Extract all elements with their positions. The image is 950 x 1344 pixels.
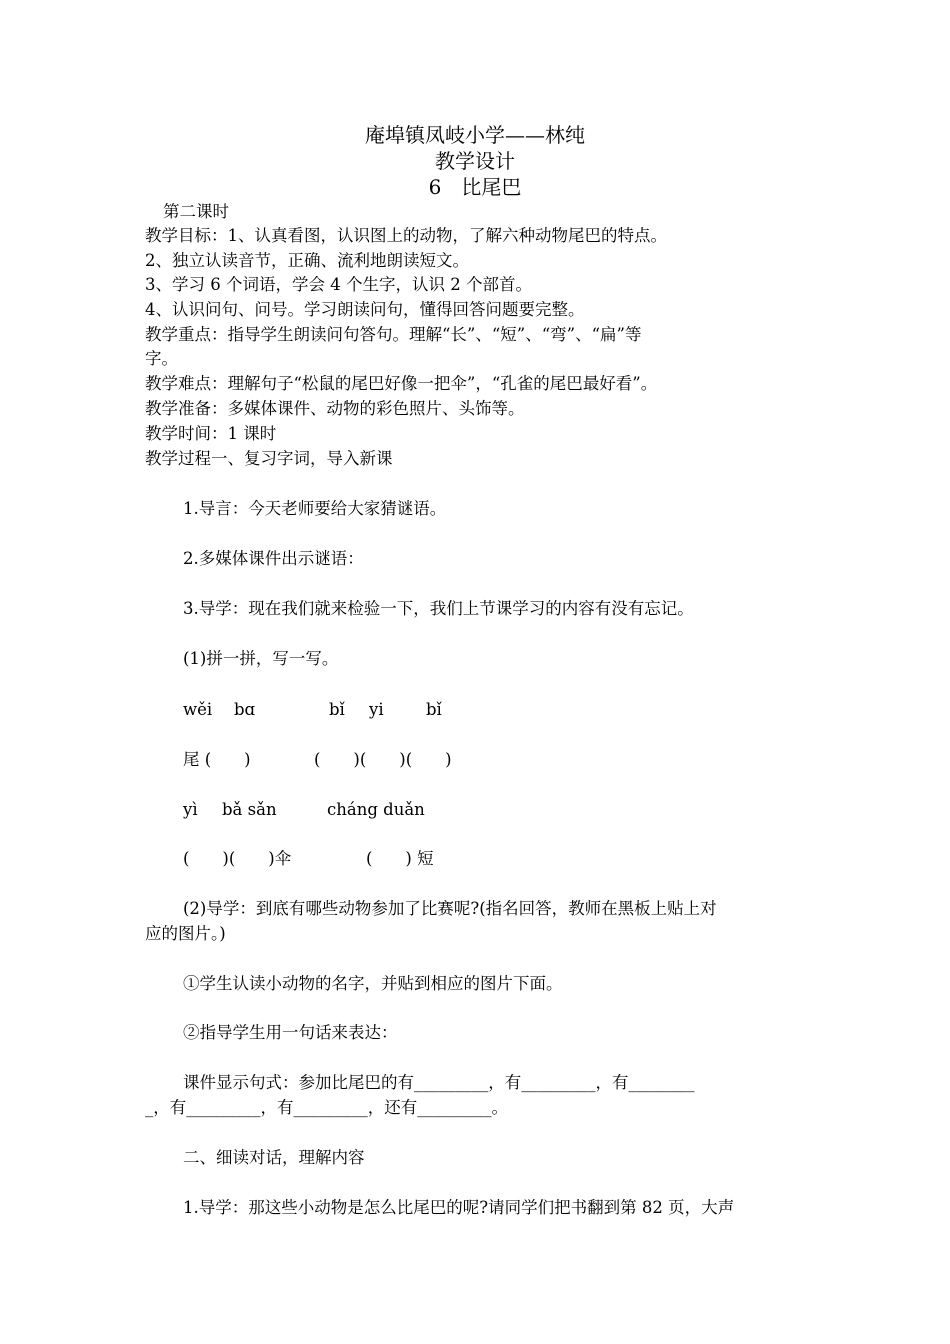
step-3-sub-1: (1)拼一拼，写一写。 bbox=[183, 649, 339, 668]
pinyin-chang-duan: cháng duǎn bbox=[327, 800, 425, 819]
pinyin-bi-1: bǐ bbox=[329, 700, 345, 719]
step-3: 3.导学：现在我们就来检验一下，我们上节课学习的内容有没有忘记。 bbox=[183, 599, 694, 618]
guide-item-1: ①学生认读小动物的名字，并贴到相应的图片下面。 bbox=[183, 974, 563, 993]
teaching-goal-3: 3、学习 6 个词语，学会 4 个生字，认识 2 个部首。 bbox=[145, 275, 532, 294]
lesson-title: 6 比尾巴 bbox=[428, 175, 522, 199]
sentence-pattern: 课件显示句式：参加比尾巴的有_________，有_________，有________ bbox=[183, 1073, 695, 1092]
pinyin-yi: yi bbox=[369, 700, 384, 719]
step-2: 2.多媒体课件出示谜语： bbox=[183, 549, 364, 568]
guide-question-2-cont: 应的图片。) bbox=[145, 924, 226, 943]
teaching-goal-1: 教学目标：1、认真看图，认识图上的动物，了解六种动物尾巴的特点。 bbox=[145, 226, 667, 245]
guide-question-2: (2)导学：到底有哪些动物参加了比赛呢?(指名回答，教师在黑板上贴上对 bbox=[183, 899, 717, 918]
teaching-time: 教学时间：1 课时 bbox=[145, 424, 277, 443]
teaching-process-heading: 教学过程一、复习字词，导入新课 bbox=[145, 449, 393, 468]
pinyin-wei: wěi bbox=[183, 700, 213, 719]
lesson-period: 第二课时 bbox=[163, 202, 229, 221]
document-type-title: 教学设计 bbox=[435, 149, 515, 173]
pinyin-ba: bɑ bbox=[234, 700, 256, 719]
section-2-heading: 二、细读对话，理解内容 bbox=[183, 1148, 365, 1167]
guide-item-2: ②指导学生用一句话来表达： bbox=[183, 1023, 398, 1042]
teaching-preparation: 教学准备：多媒体课件、动物的彩色照片、头饰等。 bbox=[145, 399, 525, 418]
school-author-line: 庵埠镇凤岐小学——林纯 bbox=[365, 123, 585, 147]
answer-blank-yibasan: ( )( )伞 bbox=[183, 849, 292, 868]
step-1: 1.导言：今天老师要给大家猜谜语。 bbox=[183, 499, 447, 518]
teaching-difficulty: 教学难点：理解句子“松鼠的尾巴好像一把伞”，“孔雀的尾巴最好看”。 bbox=[145, 374, 658, 393]
answer-blank-biyibi: ( )( )( ) bbox=[314, 750, 452, 769]
teaching-key-points: 教学重点：指导学生朗读问句答句。理解“长”、“短”、“弯”、“扁”等 bbox=[145, 325, 642, 344]
answer-blank-weiba: 尾 ( ) bbox=[183, 750, 251, 769]
pinyin-ba-san: bǎ sǎn bbox=[222, 800, 277, 819]
teaching-goal-4: 4、认识问句、问号。学习朗读问句，懂得回答问题要完整。 bbox=[145, 300, 585, 319]
sentence-pattern-cont: _，有_________，有_________，还有_________。 bbox=[145, 1098, 508, 1117]
pinyin-yi-4: yì bbox=[183, 800, 198, 819]
teaching-key-points-cont: 字。 bbox=[145, 349, 178, 368]
section-2-step-1: 1.导学：那这些小动物是怎么比尾巴的呢?请同学们把书翻到第 82 页，大声 bbox=[183, 1198, 735, 1217]
pinyin-bi-2: bǐ bbox=[426, 700, 442, 719]
answer-blank-changduan: ( ) 短 bbox=[366, 849, 434, 868]
teaching-goal-2: 2、独立认读音节，正确、流利地朗读短文。 bbox=[145, 251, 469, 270]
